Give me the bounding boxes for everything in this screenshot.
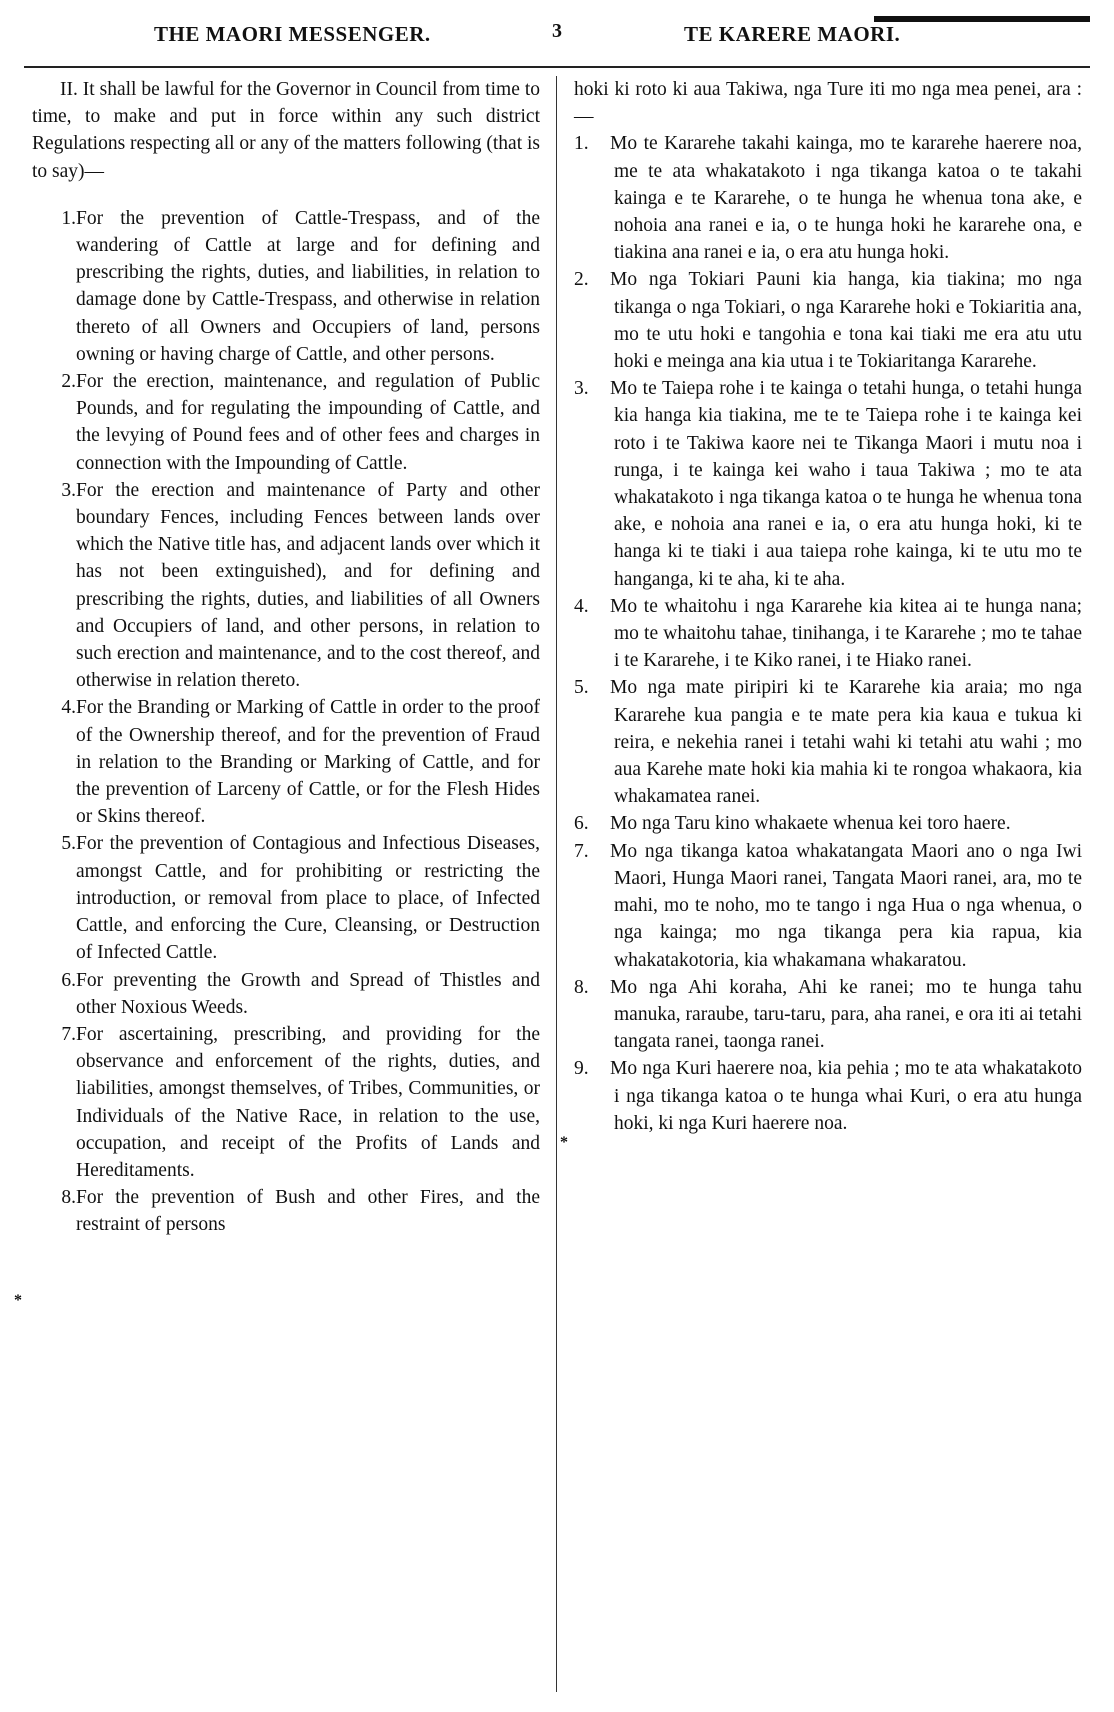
- item-text: For ascertaining, prescribing, and providing for the observance and enforcement of the rights, duties, and liabilities, amongst themselves, of Tribes, Communities, or Individuals of the Native Race, in relation to the use, occupation, and receipt of the Profits of Lands and Hereditaments.: [76, 1023, 540, 1181]
- item-number: 5.: [574, 677, 589, 699]
- item-text: For the erection and maintenance of Party and other boundary Fences, including Fences between lands over which the Native title has, and adjacent lands over which it has not been extinguished), and for defining and prescribing the rights, duties, and liabilities of all Owners and Occupiers of land, and other persons, in relation to such erection and maintenance, and to the cost thereof, and otherwise in relation thereto.: [76, 479, 540, 692]
- english-item-7: [32, 1021, 540, 1184]
- column-divider: [556, 76, 557, 1692]
- item-text: Mo nga Tokiari Pauni kia hanga, kia tiakina; mo nga tikanga o nga Tokiari, o nga Kararehe hoki e Tokiaritia ana, mo te utu hoki e tangohia e tona kai tiaki me era atu utu hoki e meinga ana kia utua i te Tokiaritanga Kararehe.: [610, 269, 1082, 373]
- english-item-3: [32, 477, 540, 695]
- english-item-8: [32, 1184, 540, 1238]
- maori-item-4: [574, 593, 1082, 675]
- item-number: 9.: [574, 1058, 589, 1080]
- maori-item-2: [574, 266, 1082, 375]
- item-text: Mo te whaitohu i nga Kararehe kia kitea ai te hunga nana; mo te whaitohu tahae, tinihanga, i te Kararehe ; mo te tahae i te Kararehe, i te Kiko ranei, i te Hiako ranei.: [610, 595, 1082, 672]
- english-intro: II. It shall be lawful for the Governor in Council from time to time, to make and put in force within any such district Regulations respecting all or any of the matters following (that is to say)—: [32, 79, 540, 182]
- margin-asterisk-right: *: [560, 1134, 568, 1151]
- item-text: Mo nga mate piripiri ki te Kararehe kia araia; mo nga Kararehe kua pangia e te mate pera kia kaua e tukua ki reira, e nekehia ranei i tetahi wahi ki tetahi atu wahi ; mo aua Karehe mate hoki kia mahia ki te rongoa whakaora, kia whakamatea ranei.: [610, 677, 1082, 808]
- item-number: 1.: [574, 133, 589, 155]
- item-text: For the erection, maintenance, and regulation of Public Pounds, and for regulating the impounding of Cattle, and the levying of Pound fees and of other fees and charges in connection with the Impounding of Cattle.: [76, 371, 540, 474]
- english-item-5: [32, 830, 540, 966]
- item-text: Mo te Taiepa rohe i te kainga o tetahi hunga, o tetahi hunga kia hanga kia tiakina, me te te Taiepa rohe i te kainga kei roto i te Takiwa kaore nei te Tikanga Maori i mutu noa i runga, i te kainga kei waho i taua Takiwa ; mo te ata whakatakoto i nga tikanga katoa o te hunga he whenua tona ake, e nohoia ana ranei e ia, o era atu hunga hoki, ki te hanga ki te tiaki i aua taiepa rohe kainga, ki te utu mo te hanganga, ki te aha, ki te aha.: [610, 378, 1082, 590]
- item-number: 8.: [574, 976, 589, 998]
- item-number: 6.: [574, 813, 589, 835]
- page-number: 3: [552, 20, 562, 42]
- maori-item-6: [574, 810, 1082, 837]
- header-title-maori: TE KARERE MAORI.: [684, 22, 901, 46]
- item-number: 3.: [574, 378, 589, 400]
- maori-item-1: [574, 130, 1082, 266]
- item-text: Mo nga Kuri haerere noa, kia pehia ; mo te ata whakatakoto i nga tikanga katoa o te hunga whai Kuri, o era atu hunga hoki, ki nga Kuri haerere noa.: [610, 1058, 1082, 1134]
- page-header: [24, 16, 1090, 56]
- maori-intro: hoki ki roto ki aua Takiwa, nga Ture iti mo nga mea penei, ara :—: [574, 79, 1082, 128]
- item-text: Mo te Kararehe takahi kainga, mo te kararehe haerere noa, me te ata whakatakoto i nga tikanga katoa o te takahi kainga e te Kararehe, o te hunga he whenua tona ake, e nohoia ana ranei e ia, o te hunga hoki he kararehe ona, e tiakina ana ranei e ia, o era atu hunga hoki.: [610, 133, 1082, 264]
- english-item-1: [32, 205, 540, 368]
- item-number: 7.: [574, 840, 589, 862]
- maori-item-9: [574, 1055, 1082, 1137]
- item-number: 5.: [61, 833, 76, 855]
- item-text: For the Branding or Marking of Cattle in order to the proof of the Ownership thereof, and for the prevention of Fraud in relation to the Branding or Marking of Cattle, and for the prevention of Larceny of Cattle, or for the Flesh Hides or Skins thereof.: [76, 697, 540, 828]
- maori-column: [574, 76, 1082, 1137]
- item-number: 2.: [61, 371, 76, 393]
- item-number: 3.: [61, 479, 76, 501]
- margin-asterisk-left: *: [14, 1292, 22, 1309]
- maori-item-3: [574, 375, 1082, 593]
- item-number: 8.: [61, 1187, 76, 1209]
- header-title-english: THE MAORI MESSENGER.: [154, 22, 431, 46]
- item-text: For the prevention of Cattle-Trespass, and of the wandering of Cattle at large and for defining and prescribing the rights, duties, and liabilities, in relation to damage done by Cattle-Trespass, and otherwise in relation thereto of all Owners and Occupiers of land, persons owning or having charge of Cattle, and other persons.: [76, 207, 540, 365]
- item-number: 4.: [574, 595, 589, 617]
- english-item-4: [32, 694, 540, 830]
- item-number: 6.: [61, 969, 76, 991]
- english-item-6: [32, 967, 540, 1021]
- item-number: 2.: [574, 269, 589, 291]
- item-text: Mo nga Taru kino whakaete whenua kei toro haere.: [610, 813, 1011, 835]
- item-text: For the prevention of Contagious and Infectious Diseases, amongst Cattle, and for prohibiting or restricting the introduction, or removal from place to place, of Infected Cattle, and enforcing the Cure, Cleansing, or Destruction of Infected Cattle.: [76, 833, 540, 964]
- item-text: For preventing the Growth and Spread of Thistles and other Noxious Weeds.: [76, 969, 540, 1018]
- item-text: For the prevention of Bush and other Fires, and the restraint of persons: [76, 1187, 540, 1236]
- item-text: Mo nga tikanga katoa whakatangata Maori ano o nga Iwi Maori, Hunga Maori ranei, Tangata Maori ranei, ara, mo te mahi, mo te noho, mo te tango i nga Hua o nga whenua, o nga kainga; mo nga tikanga pera kia rapua, kia whakatakotoria, kia whakamana whakaratou.: [610, 840, 1082, 971]
- maori-item-7: [574, 838, 1082, 974]
- header-rule: [24, 66, 1090, 68]
- item-text: Mo nga Ahi koraha, Ahi ke ranei; mo te hunga tahu manuka, raraube, taru-taru, para, aha ranei, e ora iti ai tetahi tangata ranei, taonga ranei.: [610, 976, 1082, 1053]
- maori-item-5: [574, 674, 1082, 810]
- item-number: 4.: [61, 697, 76, 719]
- maori-item-8: [574, 974, 1082, 1056]
- item-number: 1.: [61, 207, 76, 229]
- english-column: [32, 76, 540, 1239]
- header-rule-thick: [874, 16, 1090, 22]
- english-item-2: [32, 368, 540, 477]
- item-number: 7.: [61, 1023, 76, 1045]
